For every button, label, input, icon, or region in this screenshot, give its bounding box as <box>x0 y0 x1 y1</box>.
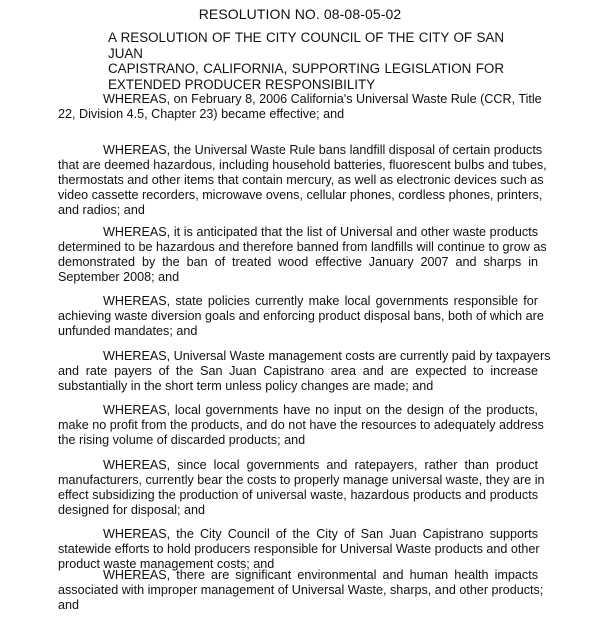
whereas-paragraph <box>58 568 544 613</box>
whereas-paragraph <box>58 403 544 448</box>
paragraph-line: statewide efforts to hold producers responsible for Universal Waste products and other <box>58 541 540 556</box>
paragraph-line: and rate payers of the San Juan Capistrano area and are expected to increase <box>58 363 538 378</box>
title-line: EXTENDED PRODUCER RESPONSIBILITY <box>108 76 376 92</box>
paragraph-line: demonstrated by the ban of treated wood effective January 2007 and sharps in <box>58 254 538 269</box>
paragraph-line: the rising volume of discarded products; and <box>58 432 306 447</box>
whereas-paragraph <box>58 294 544 339</box>
paragraph-line: manufacturers, currently bear the costs to properly manage universal waste, they are in <box>58 472 545 487</box>
paragraph-line: and <box>58 597 80 612</box>
resolution-title <box>108 30 504 92</box>
paragraph-line: WHEREAS, it is anticipated that the list of Universal and other waste products <box>103 225 538 239</box>
paragraph-line: WHEREAS, the City Council of the City of San Juan Capistrano supports <box>103 527 538 541</box>
paragraph-line: WHEREAS, since local governments and ratepayers, rather than product <box>103 458 538 472</box>
paragraph-line: unfunded mandates; and <box>58 323 198 338</box>
title-line: A RESOLUTION OF THE CITY COUNCIL OF THE CITY OF SAN JUAN <box>108 30 504 61</box>
title-line: CAPISTRANO, CALIFORNIA, SUPPORTING LEGISLATION FOR <box>108 61 504 77</box>
paragraph-line: thermostats and other items that contain mercury, as well as electronic devices such as <box>58 172 544 187</box>
paragraph-line: that are deemed hazardous, including household batteries, fluorescent bulbs and tubes, <box>58 157 547 172</box>
paragraph-line: 22, Division 4.5, Chapter 23) became effective; and <box>58 106 345 121</box>
paragraph-line: WHEREAS, on February 8, 2006 California's Universal Waste Rule (CCR, Title <box>103 92 542 106</box>
paragraph-line: and radios; and <box>58 202 145 217</box>
paragraph-line: achieving waste diversion goals and enforcing product disposal bans, both of which are <box>58 308 544 323</box>
paragraph-line: determined to be hazardous and therefore banned from landfills will continue to grow as <box>58 239 547 254</box>
resolution-number: RESOLUTION NO. 08-08-05-02 <box>198 6 402 22</box>
whereas-paragraph <box>58 92 542 122</box>
whereas-paragraph <box>58 458 545 518</box>
paragraph-line: WHEREAS, there are significant environmental and human health impacts <box>103 568 538 582</box>
paragraph-line: WHEREAS, Universal Waste management costs are currently paid by taxpayers <box>103 349 551 363</box>
paragraph-line: product waste management costs; and <box>58 556 275 571</box>
paragraph-line: effect subsidizing the production of universal waste, hazardous products and products <box>58 487 538 502</box>
paragraph-line: WHEREAS, local governments have no input on the design of the products, <box>103 403 538 417</box>
paragraph-line: substantially in the short term unless policy changes are made; and <box>58 378 434 393</box>
whereas-paragraph <box>58 225 547 285</box>
paragraph-line: September 2008; and <box>58 269 180 284</box>
paragraph-line: WHEREAS, the Universal Waste Rule bans landfill disposal of certain products <box>103 143 543 157</box>
paragraph-line: make no profit from the products, and do not have the resources to adequately address <box>58 417 544 432</box>
paragraph-line: associated with improper management of Universal Waste, sharps, and other products; <box>58 582 544 597</box>
paragraph-line: designed for disposal; and <box>58 502 206 517</box>
whereas-paragraph <box>58 349 551 394</box>
whereas-paragraph <box>58 143 547 218</box>
whereas-paragraph <box>58 527 538 572</box>
paragraph-line: WHEREAS, state policies currently make local governments responsible for <box>103 294 538 308</box>
paragraph-line: video cassette recorders, microwave ovens, cellular phones, cordless phones, printers, <box>58 187 543 202</box>
